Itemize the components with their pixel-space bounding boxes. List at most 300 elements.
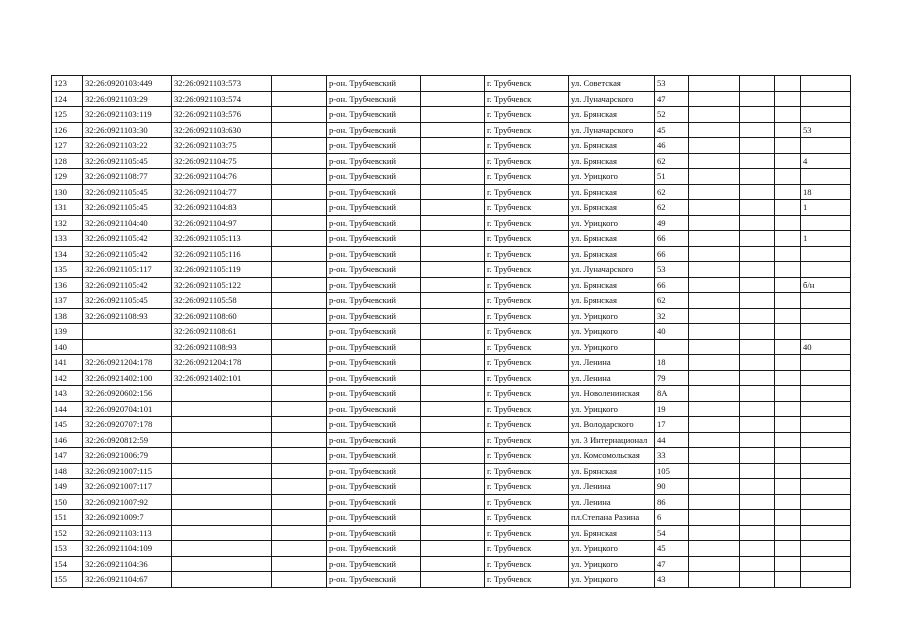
house-number-cell: 43: [655, 572, 689, 588]
house-number-cell: 66: [655, 277, 689, 293]
street-cell: ул. Брянская: [569, 463, 655, 479]
cadastral-number-cell: 32:26:0921104:109: [83, 541, 172, 557]
blank-cell: [740, 308, 775, 324]
related-cadastral-number-cell: 32:26:0921108:61: [172, 324, 272, 340]
blank-cell: [272, 510, 327, 526]
cadastral-number-cell: 32:26:0921402:100: [83, 370, 172, 386]
related-cadastral-number-cell: 32:26:0921104:75: [172, 153, 272, 169]
blank-cell: [421, 76, 485, 92]
house-number-cell: 47: [655, 556, 689, 572]
district-cell: р-он. Трубчевский: [327, 541, 421, 557]
city-cell: г. Трубчевск: [485, 324, 569, 340]
apartment-number-cell: [801, 556, 851, 572]
row-number-cell: 152: [52, 525, 83, 541]
related-cadastral-number-cell: [172, 572, 272, 588]
blank-cell: [689, 370, 740, 386]
street-cell: ул. Урицкого: [569, 215, 655, 231]
table-row: [52, 215, 851, 231]
district-cell: р-он. Трубчевский: [327, 231, 421, 247]
blank-cell: [740, 122, 775, 138]
apartment-number-cell: [801, 448, 851, 464]
row-number-cell: 126: [52, 122, 83, 138]
row-number-cell: 142: [52, 370, 83, 386]
apartment-number-cell: [801, 138, 851, 154]
apartment-number-cell: [801, 91, 851, 107]
city-cell: г. Трубчевск: [485, 494, 569, 510]
row-number-cell: 134: [52, 246, 83, 262]
city-cell: г. Трубчевск: [485, 277, 569, 293]
row-number-cell: 141: [52, 355, 83, 371]
blank-cell: [775, 494, 801, 510]
district-cell: р-он. Трубчевский: [327, 386, 421, 402]
blank-cell: [272, 200, 327, 216]
related-cadastral-number-cell: 32:26:0921108:60: [172, 308, 272, 324]
row-number-cell: 127: [52, 138, 83, 154]
row-number-cell: 154: [52, 556, 83, 572]
blank-cell: [740, 293, 775, 309]
house-number-cell: 62: [655, 293, 689, 309]
district-cell: р-он. Трубчевский: [327, 91, 421, 107]
street-cell: ул. Урицкого: [569, 572, 655, 588]
street-cell: ул. Брянская: [569, 293, 655, 309]
row-number-cell: 130: [52, 184, 83, 200]
house-number-cell: 17: [655, 417, 689, 433]
cadastral-number-cell: 32:26:0921103:29: [83, 91, 172, 107]
blank-cell: [421, 184, 485, 200]
blank-cell: [775, 572, 801, 588]
cadastral-number-cell: 32:26:0921103:22: [83, 138, 172, 154]
city-cell: г. Трубчевск: [485, 246, 569, 262]
cadastral-number-cell: 32:26:0921007:115: [83, 463, 172, 479]
house-number-cell: 79: [655, 370, 689, 386]
house-number-cell: 105: [655, 463, 689, 479]
table-row: [52, 494, 851, 510]
district-cell: р-он. Трубчевский: [327, 138, 421, 154]
cadastral-number-cell: 32:26:0920602:156: [83, 386, 172, 402]
blank-cell: [689, 541, 740, 557]
street-cell: ул. 3 Интернационал: [569, 432, 655, 448]
blank-cell: [740, 556, 775, 572]
cadastral-number-cell: 32:26:0920707:178: [83, 417, 172, 433]
row-number-cell: 133: [52, 231, 83, 247]
city-cell: г. Трубчевск: [485, 448, 569, 464]
district-cell: р-он. Трубчевский: [327, 184, 421, 200]
blank-cell: [421, 277, 485, 293]
blank-cell: [689, 91, 740, 107]
district-cell: р-он. Трубчевский: [327, 339, 421, 355]
blank-cell: [421, 262, 485, 278]
blank-cell: [272, 479, 327, 495]
blank-cell: [689, 246, 740, 262]
house-number-cell: 54: [655, 525, 689, 541]
city-cell: г. Трубчевск: [485, 479, 569, 495]
house-number-cell: 66: [655, 231, 689, 247]
blank-cell: [689, 215, 740, 231]
apartment-number-cell: 40: [801, 339, 851, 355]
blank-cell: [272, 556, 327, 572]
blank-cell: [272, 138, 327, 154]
street-cell: ул. Урицкого: [569, 339, 655, 355]
cadastral-number-cell: 32:26:0921006:79: [83, 448, 172, 464]
apartment-number-cell: 1: [801, 200, 851, 216]
city-cell: г. Трубчевск: [485, 432, 569, 448]
table-row: [52, 169, 851, 185]
apartment-number-cell: [801, 76, 851, 92]
house-number-cell: 62: [655, 153, 689, 169]
related-cadastral-number-cell: 32:26:0921104:97: [172, 215, 272, 231]
related-cadastral-number-cell: [172, 556, 272, 572]
apartment-number-cell: [801, 417, 851, 433]
table-row: [52, 76, 851, 92]
blank-cell: [272, 355, 327, 371]
related-cadastral-number-cell: 32:26:0921104:76: [172, 169, 272, 185]
district-cell: р-он. Трубчевский: [327, 494, 421, 510]
register-table: [51, 75, 851, 588]
district-cell: р-он. Трубчевский: [327, 417, 421, 433]
blank-cell: [689, 556, 740, 572]
table-row: [52, 246, 851, 262]
table-row: [52, 556, 851, 572]
blank-cell: [272, 76, 327, 92]
street-cell: ул. Брянская: [569, 138, 655, 154]
apartment-number-cell: 53: [801, 122, 851, 138]
cadastral-number-cell: 32:26:0921108:93: [83, 308, 172, 324]
apartment-number-cell: [801, 432, 851, 448]
table-row: [52, 200, 851, 216]
blank-cell: [740, 277, 775, 293]
apartment-number-cell: [801, 324, 851, 340]
related-cadastral-number-cell: 32:26:0921103:630: [172, 122, 272, 138]
blank-cell: [272, 277, 327, 293]
street-cell: ул. Брянская: [569, 107, 655, 123]
apartment-number-cell: [801, 215, 851, 231]
blank-cell: [689, 138, 740, 154]
street-cell: ул. Брянская: [569, 153, 655, 169]
street-cell: ул. Урицкого: [569, 541, 655, 557]
blank-cell: [689, 417, 740, 433]
city-cell: г. Трубчевск: [485, 200, 569, 216]
blank-cell: [689, 184, 740, 200]
blank-cell: [272, 339, 327, 355]
house-number-cell: 46: [655, 138, 689, 154]
apartment-number-cell: б/н: [801, 277, 851, 293]
house-number-cell: 19: [655, 401, 689, 417]
table-row: [52, 572, 851, 588]
table-row: [52, 308, 851, 324]
blank-cell: [740, 525, 775, 541]
blank-cell: [689, 277, 740, 293]
blank-cell: [689, 401, 740, 417]
blank-cell: [740, 231, 775, 247]
apartment-number-cell: [801, 308, 851, 324]
blank-cell: [740, 215, 775, 231]
street-cell: ул. Брянская: [569, 200, 655, 216]
street-cell: ул. Комсомольская: [569, 448, 655, 464]
street-cell: ул. Луначарского: [569, 122, 655, 138]
blank-cell: [272, 417, 327, 433]
related-cadastral-number-cell: 32:26:0921204:178: [172, 355, 272, 371]
cadastral-number-cell: 32:26:0921105:42: [83, 246, 172, 262]
blank-cell: [421, 417, 485, 433]
house-number-cell: 47: [655, 91, 689, 107]
blank-cell: [689, 432, 740, 448]
cadastral-number-cell: [83, 339, 172, 355]
city-cell: г. Трубчевск: [485, 386, 569, 402]
blank-cell: [272, 122, 327, 138]
district-cell: р-он. Трубчевский: [327, 324, 421, 340]
blank-cell: [421, 572, 485, 588]
street-cell: ул. Брянская: [569, 184, 655, 200]
blank-cell: [689, 231, 740, 247]
district-cell: р-он. Трубчевский: [327, 308, 421, 324]
cadastral-number-cell: 32:26:0921105:42: [83, 231, 172, 247]
cadastral-number-cell: 32:26:0921105:45: [83, 184, 172, 200]
blank-cell: [421, 200, 485, 216]
table-row: [52, 525, 851, 541]
blank-cell: [421, 339, 485, 355]
blank-cell: [272, 153, 327, 169]
street-cell: ул. Ленина: [569, 479, 655, 495]
blank-cell: [421, 510, 485, 526]
blank-cell: [421, 479, 485, 495]
blank-cell: [775, 370, 801, 386]
cadastral-number-cell: 32:26:0921105:117: [83, 262, 172, 278]
blank-cell: [421, 246, 485, 262]
apartment-number-cell: [801, 355, 851, 371]
district-cell: р-он. Трубчевский: [327, 169, 421, 185]
city-cell: г. Трубчевск: [485, 370, 569, 386]
blank-cell: [775, 200, 801, 216]
blank-cell: [272, 215, 327, 231]
table-row: [52, 479, 851, 495]
district-cell: р-он. Трубчевский: [327, 76, 421, 92]
table-row: [52, 184, 851, 200]
blank-cell: [272, 432, 327, 448]
blank-cell: [421, 308, 485, 324]
street-cell: ул. Ленина: [569, 370, 655, 386]
city-cell: г. Трубчевск: [485, 339, 569, 355]
row-number-cell: 146: [52, 432, 83, 448]
blank-cell: [421, 91, 485, 107]
city-cell: г. Трубчевск: [485, 510, 569, 526]
apartment-number-cell: [801, 262, 851, 278]
row-number-cell: 140: [52, 339, 83, 355]
table-row: [52, 432, 851, 448]
city-cell: г. Трубчевск: [485, 556, 569, 572]
blank-cell: [689, 510, 740, 526]
row-number-cell: 155: [52, 572, 83, 588]
blank-cell: [775, 386, 801, 402]
apartment-number-cell: 4: [801, 153, 851, 169]
blank-cell: [272, 541, 327, 557]
related-cadastral-number-cell: 32:26:0921104:83: [172, 200, 272, 216]
blank-cell: [421, 432, 485, 448]
house-number-cell: 6: [655, 510, 689, 526]
related-cadastral-number-cell: 32:26:0921103:574: [172, 91, 272, 107]
blank-cell: [421, 494, 485, 510]
blank-cell: [421, 370, 485, 386]
table-row: [52, 293, 851, 309]
apartment-number-cell: [801, 293, 851, 309]
related-cadastral-number-cell: 32:26:0921105:58: [172, 293, 272, 309]
apartment-number-cell: [801, 494, 851, 510]
apartment-number-cell: [801, 246, 851, 262]
house-number-cell: 8А: [655, 386, 689, 402]
city-cell: г. Трубчевск: [485, 463, 569, 479]
row-number-cell: 129: [52, 169, 83, 185]
blank-cell: [740, 339, 775, 355]
apartment-number-cell: [801, 479, 851, 495]
blank-cell: [421, 541, 485, 557]
table-row: [52, 122, 851, 138]
table-row: [52, 370, 851, 386]
blank-cell: [775, 138, 801, 154]
row-number-cell: 125: [52, 107, 83, 123]
city-cell: г. Трубчевск: [485, 138, 569, 154]
house-number-cell: 66: [655, 246, 689, 262]
blank-cell: [775, 262, 801, 278]
house-number-cell: 53: [655, 76, 689, 92]
blank-cell: [421, 107, 485, 123]
district-cell: р-он. Трубчевский: [327, 572, 421, 588]
street-cell: ул. Урицкого: [569, 324, 655, 340]
blank-cell: [272, 169, 327, 185]
related-cadastral-number-cell: [172, 463, 272, 479]
blank-cell: [421, 122, 485, 138]
cadastral-number-cell: 32:26:0920704:101: [83, 401, 172, 417]
blank-cell: [740, 479, 775, 495]
row-number-cell: 147: [52, 448, 83, 464]
blank-cell: [740, 107, 775, 123]
table-row: [52, 138, 851, 154]
street-cell: ул. Луначарского: [569, 91, 655, 107]
related-cadastral-number-cell: [172, 541, 272, 557]
blank-cell: [740, 417, 775, 433]
blank-cell: [421, 293, 485, 309]
cadastral-number-cell: 32:26:0921007:92: [83, 494, 172, 510]
blank-cell: [740, 432, 775, 448]
city-cell: г. Трубчевск: [485, 153, 569, 169]
blank-cell: [421, 324, 485, 340]
table-row: [52, 386, 851, 402]
street-cell: ул. Брянская: [569, 525, 655, 541]
city-cell: г. Трубчевск: [485, 215, 569, 231]
district-cell: р-он. Трубчевский: [327, 556, 421, 572]
row-number-cell: 124: [52, 91, 83, 107]
cadastral-number-cell: 32:26:0921105:42: [83, 277, 172, 293]
house-number-cell: 32: [655, 308, 689, 324]
table-row: [52, 448, 851, 464]
related-cadastral-number-cell: 32:26:0921105:113: [172, 231, 272, 247]
blank-cell: [740, 184, 775, 200]
blank-cell: [272, 91, 327, 107]
blank-cell: [775, 339, 801, 355]
blank-cell: [272, 370, 327, 386]
blank-cell: [272, 463, 327, 479]
table-row: [52, 401, 851, 417]
related-cadastral-number-cell: [172, 401, 272, 417]
district-cell: р-он. Трубчевский: [327, 401, 421, 417]
cadastral-number-cell: [83, 324, 172, 340]
blank-cell: [775, 184, 801, 200]
table-row: [52, 463, 851, 479]
related-cadastral-number-cell: 32:26:0921105:116: [172, 246, 272, 262]
cadastral-number-cell: 32:26:0921007:117: [83, 479, 172, 495]
blank-cell: [272, 572, 327, 588]
row-number-cell: 148: [52, 463, 83, 479]
blank-cell: [775, 153, 801, 169]
blank-cell: [689, 386, 740, 402]
blank-cell: [272, 231, 327, 247]
related-cadastral-number-cell: [172, 386, 272, 402]
apartment-number-cell: [801, 401, 851, 417]
district-cell: р-он. Трубчевский: [327, 510, 421, 526]
blank-cell: [775, 324, 801, 340]
row-number-cell: 137: [52, 293, 83, 309]
related-cadastral-number-cell: 32:26:0921104:77: [172, 184, 272, 200]
blank-cell: [421, 355, 485, 371]
blank-cell: [272, 308, 327, 324]
house-number-cell: 49: [655, 215, 689, 231]
blank-cell: [740, 324, 775, 340]
row-number-cell: 143: [52, 386, 83, 402]
cadastral-number-cell: 32:26:0921105:45: [83, 200, 172, 216]
apartment-number-cell: 1: [801, 231, 851, 247]
apartment-number-cell: [801, 572, 851, 588]
apartment-number-cell: [801, 370, 851, 386]
house-number-cell: 53: [655, 262, 689, 278]
blank-cell: [775, 122, 801, 138]
blank-cell: [740, 386, 775, 402]
blank-cell: [740, 76, 775, 92]
related-cadastral-number-cell: 32:26:0921103:573: [172, 76, 272, 92]
blank-cell: [689, 308, 740, 324]
blank-cell: [775, 479, 801, 495]
blank-cell: [775, 246, 801, 262]
row-number-cell: 123: [52, 76, 83, 92]
house-number-cell: 45: [655, 541, 689, 557]
row-number-cell: 131: [52, 200, 83, 216]
street-cell: ул. Новоленинская: [569, 386, 655, 402]
street-cell: ул. Брянская: [569, 246, 655, 262]
blank-cell: [740, 463, 775, 479]
table-row: [52, 262, 851, 278]
city-cell: г. Трубчевск: [485, 91, 569, 107]
house-number-cell: 86: [655, 494, 689, 510]
blank-cell: [775, 308, 801, 324]
city-cell: г. Трубчевск: [485, 122, 569, 138]
related-cadastral-number-cell: 32:26:0921402:101: [172, 370, 272, 386]
city-cell: г. Трубчевск: [485, 572, 569, 588]
table-row: [52, 324, 851, 340]
house-number-cell: 62: [655, 200, 689, 216]
table-row: [52, 541, 851, 557]
district-cell: р-он. Трубчевский: [327, 277, 421, 293]
house-number-cell: 90: [655, 479, 689, 495]
row-number-cell: 139: [52, 324, 83, 340]
table-row: [52, 417, 851, 433]
street-cell: ул. Брянская: [569, 277, 655, 293]
blank-cell: [272, 293, 327, 309]
blank-cell: [421, 556, 485, 572]
city-cell: г. Трубчевск: [485, 417, 569, 433]
table-body: [52, 76, 851, 588]
blank-cell: [775, 293, 801, 309]
blank-cell: [775, 510, 801, 526]
blank-cell: [775, 169, 801, 185]
apartment-number-cell: [801, 107, 851, 123]
blank-cell: [689, 122, 740, 138]
